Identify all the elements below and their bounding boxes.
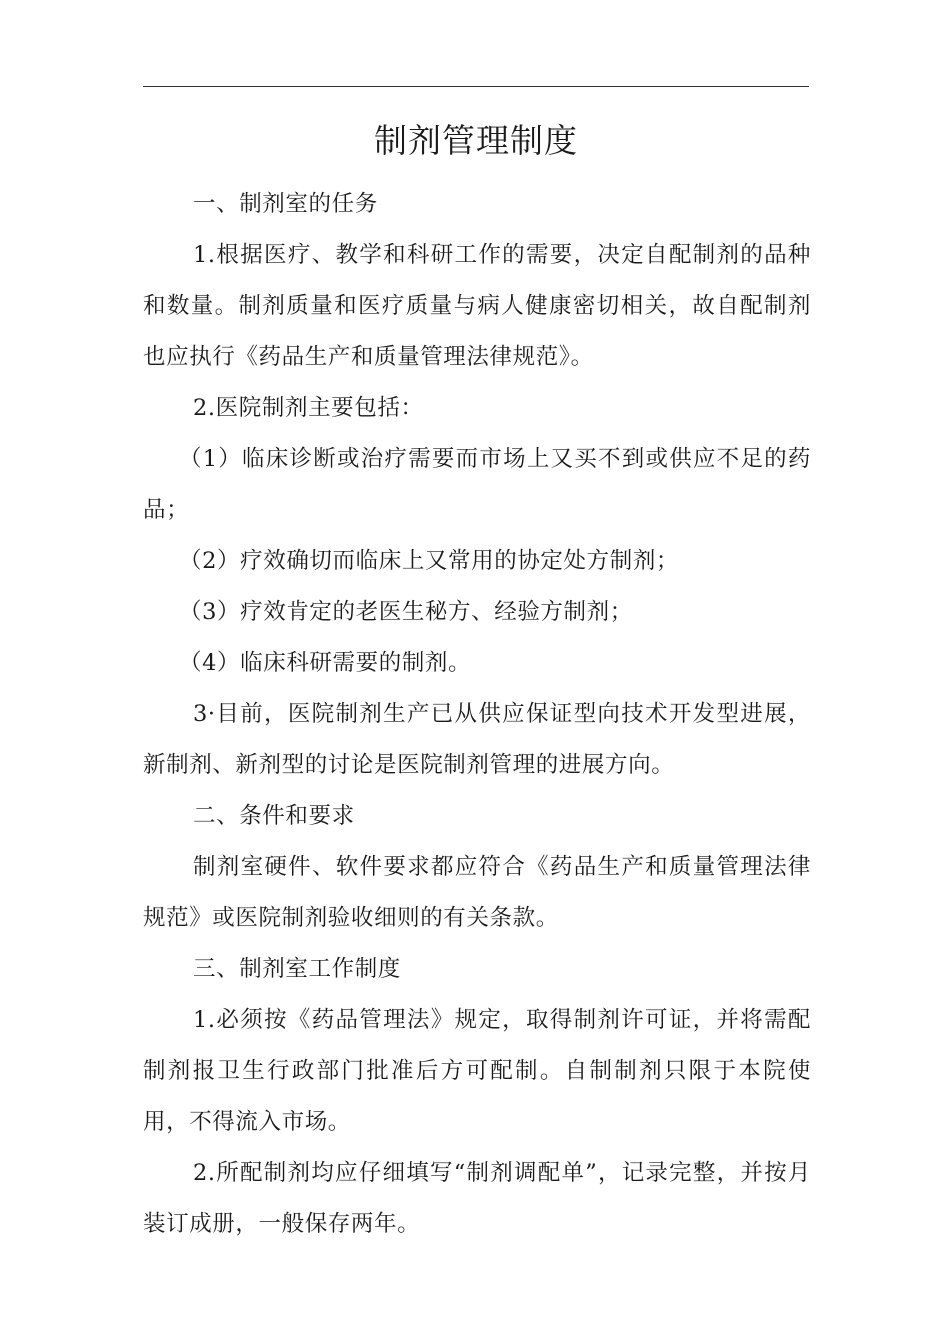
- paragraph-work-rules-2: 2.所配制剂均应仔细填写“制剂调配单”，记录完整，并按月装订成册，一般保存两年。: [143, 1160, 811, 1237]
- document-title: 制剂管理制度: [374, 121, 578, 160]
- paragraph-tasks-3: 3·目前，医院制剂生产已从供应保证型向技术开发型进展，新制剂、新剂型的讨论是医院制剂管理的进展方向。: [143, 701, 811, 778]
- list-item-2: （2）疗效确切而临床上又常用的协定处方制剂；: [179, 548, 680, 574]
- section-heading-conditions: 二、条件和要求: [193, 803, 355, 829]
- list-item-4: （4）临床科研需要的制剂。: [179, 650, 472, 676]
- list-item-3: （3）疗效肯定的老医生秘方、经验方制剂；: [179, 599, 633, 625]
- section-heading-tasks: 一、制剂室的任务: [193, 191, 378, 217]
- section-heading-work-rules: 三、制剂室工作制度: [193, 956, 401, 982]
- header-rule: [143, 86, 809, 87]
- document-body: [143, 179, 811, 1250]
- paragraph-conditions: 制剂室硬件、软件要求都应符合《药品生产和质量管理法律规范》或医院制剂验收细则的有关条款。: [143, 854, 811, 931]
- paragraph-tasks-1: 1.根据医疗、教学和科研工作的需要，决定自配制剂的品种和数量。制剂质量和医疗质量与病人健康密切相关，故自配制剂也应执行《药品生产和质量管理法律规范》。: [143, 242, 811, 370]
- list-item-1: （1）临床诊断或治疗需要而市场上又买不到或供应不足的药品；: [143, 446, 811, 523]
- paragraph-work-rules-1: 1.必须按《药品管理法》规定，取得制剂许可证，并将需配制剂报卫生行政部门批准后方可配制。自制制剂只限于本院使用，不得流入市场。: [143, 1007, 811, 1135]
- paragraph-tasks-2: 2.医院制剂主要包括：: [193, 395, 424, 421]
